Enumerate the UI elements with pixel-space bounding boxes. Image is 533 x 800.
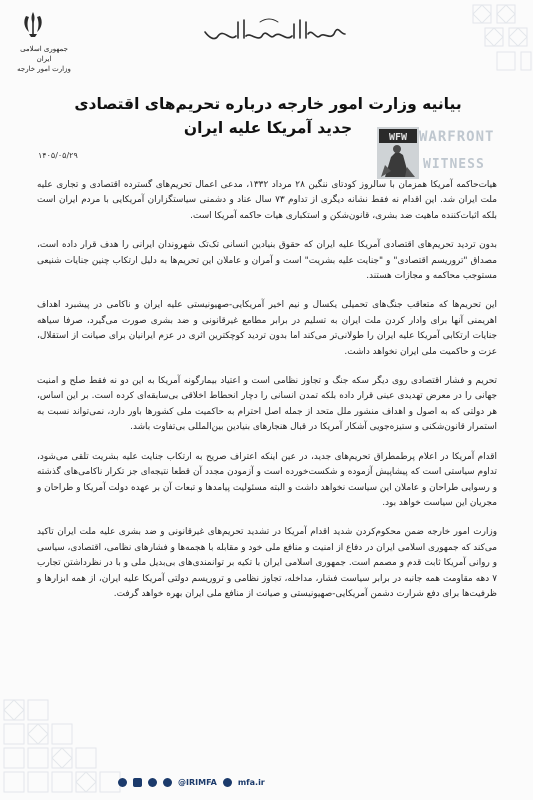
x-icon[interactable] (148, 778, 157, 787)
paragraph-5: اقدام آمریکا در اعلام پرطمطراق تحریم‌های جدید، در عین اینکه اعتراف صریح به ارتکاب جنایت علیه بشریت تلقی می‌شود، تداوم سیاستی است که پیشاپیش آزموده و شکست‌خورده است و آزمودن مجدد آن قطعا نتیجه‌ای جز تکرار ناکامی‌های گذشته و رسوایی طراحان و عاملان این سیاست نخواهد داشت و البته مسئولیت پیامدها و تبعات آن بر عهده دولت آمریکا و طراحان و مجریان این سیاست خواهد بود. (37, 451, 497, 508)
facebook-icon[interactable] (163, 778, 172, 787)
svg-text:WFW: WFW (388, 132, 408, 143)
paragraph-2: بدون تردید تحریم‌های اقتصادی آمریکا علیه ایران که حقوق بنیادین انسانی تک‌تک شهروندان ایرانی را هدف قرار داده است، مصداق "تروریسم اقتصادی" و "جنایت علیه بشریت" است و آمران و عاملان این تحریم‌ها به دلیل ارتکاب چنین جنایات شنیعی مستوجب محاکمه و مجازات هستند. (37, 240, 497, 282)
telegram-icon[interactable] (118, 778, 127, 787)
ministry-line-2: وزارت امور خارجه (17, 65, 71, 73)
footer-handle[interactable]: @IRIMFA (178, 777, 217, 787)
iran-emblem-icon (20, 10, 46, 40)
statement-date: ۱۴۰۵/۰۵/۲۹ (38, 151, 78, 160)
watermark-line-1: WARFRONT (419, 129, 495, 145)
statement-body (37, 178, 497, 616)
instagram-icon[interactable] (133, 778, 142, 787)
watermark-line-2: WITNESS (423, 157, 485, 172)
web-icon[interactable] (223, 778, 232, 787)
statement-title: بیانیه وزارت امور خارجه درباره تحریم‌های اقتصادی جدید آمریکا علیه ایران (74, 95, 462, 137)
footer-site[interactable]: mfa.ir (237, 777, 265, 787)
paragraph-3: این تحریم‌ها که متعاقب جنگ‌های تحمیلی یکسال و نیم اخیر آمریکایی-صهیونیستی علیه ایران و ناکامی در پیشبرد اهداف اهریمنی آنها برای وادار کردن ملت ایران به تسلیم در برابر مطامع غیرقانونی و ضد بشری صورت می‌گیرد، صرفا سیاهه جنایات ارتکابی آمریکا علیه ایران را طولانی‌تر می‌کند اما بدون تردید کوچکترین اثری در عزم ایرانیان برای صیانت از استقلال، عزت و حاکمیت ملی ایران نخواهد داشت. (37, 300, 497, 357)
footer (0, 764, 533, 800)
paragraph-1: هیات‌حاکمه آمریکا همزمان با سالروز کودتای ننگین ۲۸ مرداد ۱۳۳۲، مدعی اعمال تحریم‌های گسترده اقتصادی و تجاری علیه ملت ایران شد. این اقدام نه فقط نشانه دیگری از تداوم ۷۳ سال عناد و دشمنی سیاستگزاران آمریکایی با مردم ایران است بلکه اثبات‌کننده ماهیت ضد بشری، قانون‌شکن و استکباری هیات حاکمه آمریکا است. (37, 180, 497, 221)
warfront-witness-watermark (377, 127, 497, 179)
bismillah-calligraphy (200, 14, 350, 48)
warfront-logo-icon (377, 127, 419, 179)
footer-social (118, 775, 418, 789)
ministry-line-1: جمهوری اسلامی ایران (20, 45, 68, 63)
paragraph-6: وزارت امور خارجه ضمن محکوم‌کردن شدید اقدام آمریکا در تشدید تحریم‌های غیرقانونی و ضد بشری علیه ملت ایران تاکید می‌کند که جمهوری اسلامی ایران در دفاع از امنیت و منافع ملی خود و مقابله با هجمه‌ها و فشارهای نظامی، اقتصادی، سیاسی و روانی آمریکا ثابت قدم و مصمم است. جمهوری اسلامی ایران با تکیه بر توانمندی‌های بی‌بدیل ملی و با در نظرداشتن تجارب ۷ دهه مقاومت همه جانبه در برابر سیاست فشار، مداخله، تجاوز نظامی و تروریسم دولتی آمریکا علیه ایران، از همه ابزارها و ظرفیت‌ها برای دفع شرارت دشمن آمریکایی-صهیونیستی و صیانت از منافع ملی ایران بهره خواهد گرفت. (37, 527, 497, 599)
corner-pattern-top-right (413, 0, 533, 80)
ministry-name (14, 44, 74, 74)
paragraph-4: تحریم و فشار اقتصادی روی دیگر سکه جنگ و تجاوز نظامی است و اعتیاد بیمارگونه آمریکا به این دو نه فقط صلح و امنیت جهانی را در معرض تهدیدی عینی قرار داده بلکه تمدن انسانی را دچار انحطاط اخلاقی بی‌سابقه‌ای کرده است. بر این اساس، هر دولتی که به اصول و اهداف منشور ملل متحد از جمله اصل احترام به حاکمیت ملی کشورها باور دارد، نمی‌تواند نسبت به استمرار قانون‌شکنی و ستیزه‌جویی آشکار آمریکا در قبال هنجارهای بنیادین بین‌المللی بی‌تفاوت باشد. (37, 376, 497, 433)
